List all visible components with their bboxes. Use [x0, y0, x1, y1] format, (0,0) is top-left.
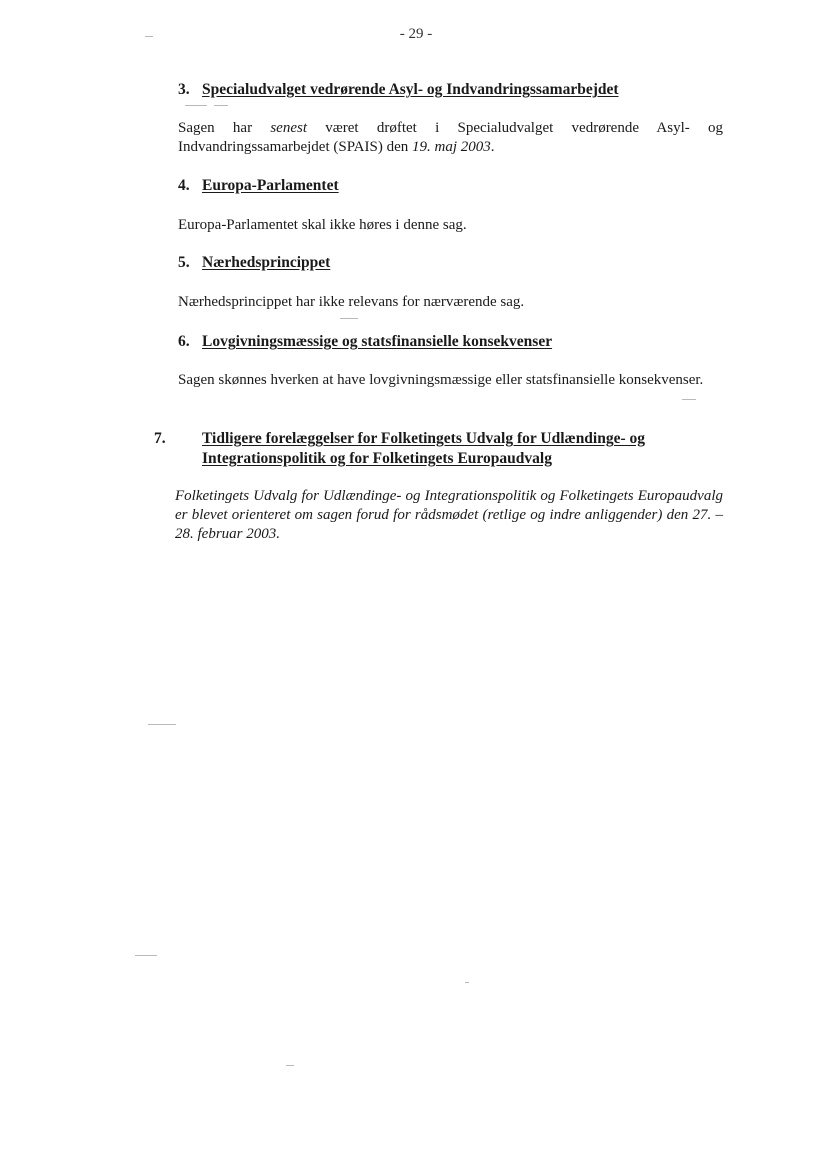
scan-speck	[148, 724, 176, 725]
section-title: Tidligere forelæggelser for Folketingets Udvalg for Udlændinge- og Integrationspolitik og for Folketingets Europaudvalg	[202, 430, 646, 467]
scan-speck	[286, 1065, 294, 1066]
section-heading	[178, 332, 723, 352]
section-body: Nærhedsprincippet har ikke relevans for nærværende sag.	[178, 294, 525, 310]
section-heading	[178, 253, 723, 273]
section-number: 5.	[178, 254, 190, 271]
section-body: Europa-Parlamentet skal ikke høres i denne sag.	[178, 217, 467, 233]
section-heading	[178, 80, 723, 100]
section-3-body	[178, 119, 723, 157]
section-number: 7.	[154, 430, 166, 447]
body-date: 19. maj 2003	[412, 139, 491, 155]
section-body: Sagen skønnes hverken at have lovgivningsmæssige eller statsfinansielle konsekvenser.	[178, 372, 704, 388]
body-text: .	[490, 139, 495, 155]
section-4	[178, 176, 723, 196]
section-6-body	[178, 371, 723, 390]
section-title: Europa-Parlamentet	[202, 177, 339, 194]
section-number: 3.	[178, 81, 190, 98]
section-title: Lovgivningsmæssige og statsfinansielle konsekvenser	[202, 333, 553, 350]
page-number: - 29 -	[399, 26, 433, 42]
scan-speck	[145, 36, 153, 37]
body-text: Sagen har	[178, 120, 271, 136]
section-heading	[178, 176, 723, 196]
section-4-body	[178, 216, 723, 235]
scan-speck	[340, 318, 358, 319]
section-5-body	[178, 293, 723, 312]
section-heading	[154, 429, 723, 469]
scan-speck	[185, 105, 207, 106]
scan-speck	[465, 982, 469, 983]
section-title: Specialudvalget vedrørende Asyl- og Indvandringssamarbejdet	[202, 81, 619, 98]
body-emphasis: senest	[270, 120, 307, 136]
section-5	[178, 253, 723, 273]
section-number: 4.	[178, 177, 190, 194]
section-title: Nærhedsprincippet	[202, 254, 331, 271]
section-body	[178, 119, 723, 157]
section-3	[178, 80, 723, 100]
section-7-body	[175, 487, 723, 544]
section-6	[178, 332, 723, 352]
section-body: Folketingets Udvalg for Udlændinge- og Integrationspolitik og Folketingets Europaudvalg er blevet orienteret om sagen forud for rådsmødet (retlige og indre anliggender) den 27. – 28. februar 2003.	[175, 488, 723, 542]
scan-speck	[214, 105, 228, 106]
scan-speck	[135, 955, 157, 956]
scan-speck	[682, 399, 696, 400]
section-number: 6.	[178, 333, 190, 350]
body-text: været drøftet i Specialudvalget vedrørende Asyl- og Indvandringssamarbejdet (SPAIS) den	[178, 120, 724, 155]
section-7	[154, 429, 723, 469]
